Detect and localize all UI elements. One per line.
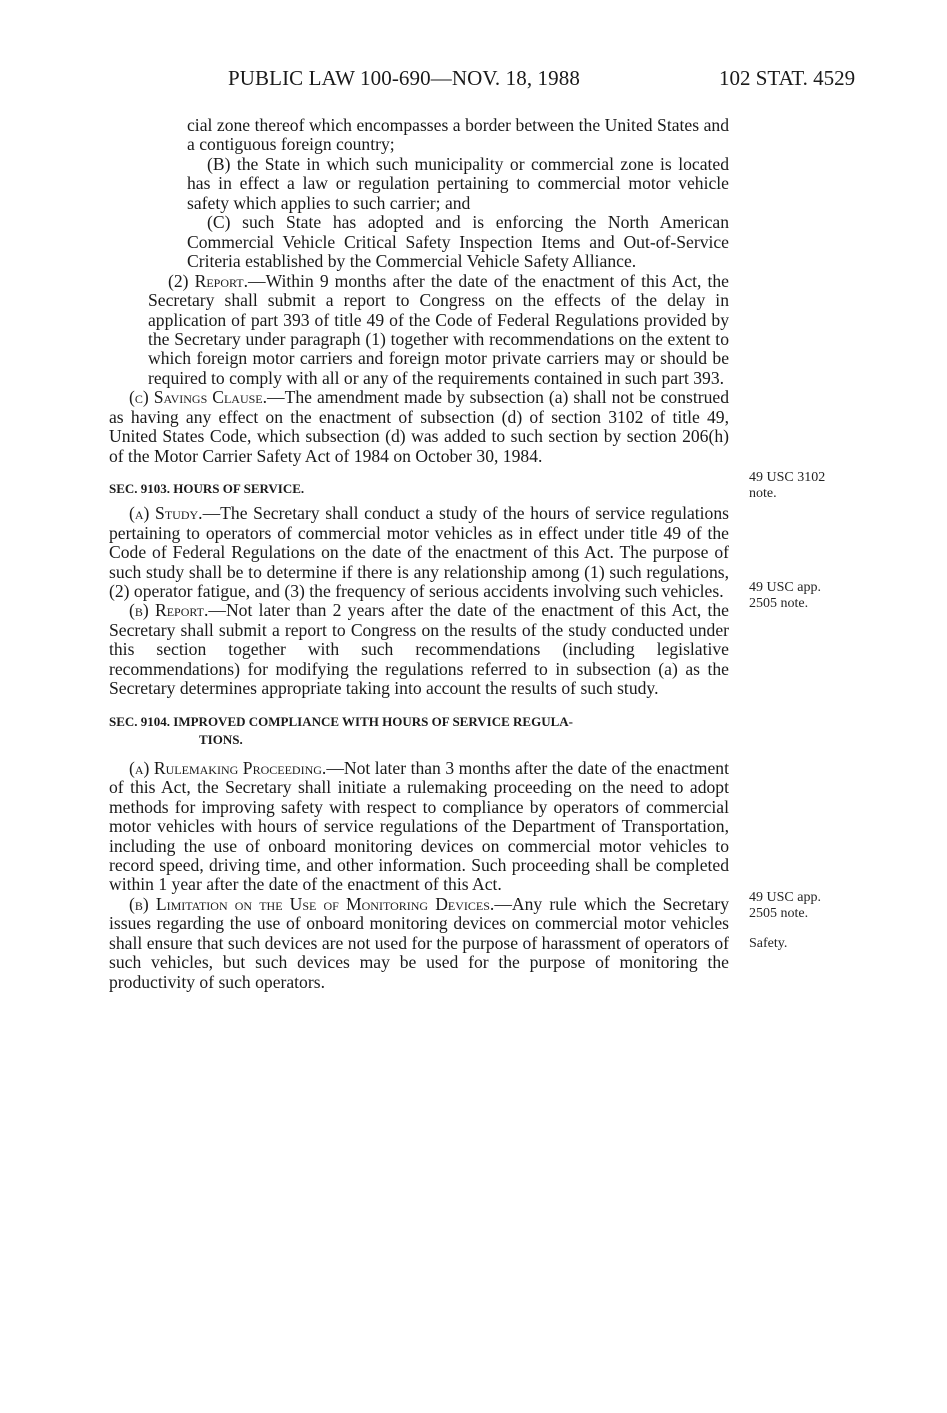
paragraph-continued: cial zone thereof which encompasses a border between the United States and a contiguous foreign country;	[187, 115, 729, 155]
paragraph-rulemaking: (a) Rulemaking Proceeding.—Not later than 3 months after the date of the enactment of this Act, the Secretary shall initiate a rulemaking proceeding on the need to adopt methods for improving safety with respect to compliance by operators of commercial motor vehicles with hours of service regulations of the Department of Transportation, including the use of onboard monitoring devices on commercial motor vehicles to record speed, driving time, and other information. Such proceeding shall be completed within 1 year after the date of the enactment of this Act.	[109, 757, 729, 895]
subheading-limitation: (b) Limitation on the Use of Monitoring Devices.	[129, 893, 495, 914]
subheading-report: (2) Report.	[168, 270, 248, 291]
subheading-study: (a) Study.	[129, 503, 203, 524]
paragraph-limitation: (b) Limitation on the Use of Monitoring Devices.—Any rule which the Secretary issues regarding the use of onboard monitoring devices on commercial motor vehicles shall ensure that such devices are not used for the purpose of harassment of operators of such vehicles, but such devices may be used for the purpose of monitoring the productivity of such operators.	[109, 893, 729, 992]
margin-note-49usc-app-2505-a: 49 USC app. 2505 note.	[749, 580, 821, 611]
margin-note-safety: Safety.	[749, 936, 788, 951]
paragraph-savings-clause: (c) Savings Clause.—The amendment made by subsection (a) shall not be construed as having any effect on the enactment of subsection (d) of section 3102 of title 49, United States Code, which subsection (d) was added to such section by section 206(h) of the Motor Carrier Safety Act of 1984 on October 30, 1984.	[109, 387, 730, 466]
subheading-savings-clause: (c) Savings Clause.	[129, 387, 268, 408]
running-header-title: PUBLIC LAW 100-690—NOV. 18, 1988	[228, 66, 580, 90]
paragraph-report-b: (b) Report.—Not later than 2 years after the date of the enactment of this Act, the Secretary shall submit a report to Congress on the results of the study conducted under this section together with such recommendations (including legislative recommendations) for modifying the regulations referred to in subsection (a) as the Secretary determines appropriate taking into account the results of such study.	[109, 600, 729, 699]
subheading-report-b: (b) Report.	[129, 600, 209, 621]
paragraph-c: (C) such State has adopted and is enforcing the North American Commercial Vehicle Critical Safety Inspection Items and Out-of-Service Criteria established by the Commercial Vehicle Safety Alliance.	[187, 212, 729, 272]
section-heading-9104: SEC. 9104. IMPROVED COMPLIANCE WITH HOURS OF SERVICE REGULA- TIONS.	[109, 713, 573, 747]
margin-note-49usc3102: 49 USC 3102 note.	[749, 470, 826, 501]
subheading-rulemaking: (a) Rulemaking Proceeding.	[129, 757, 327, 778]
section-heading-9103: SEC. 9103. HOURS OF SERVICE.	[109, 481, 305, 497]
body-text	[109, 116, 729, 992]
paragraph-study: (a) Study.—The Secretary shall conduct a study of the hours of service regulations pertaining to operators of commercial motor vehicles as in effect under title 49 of the Code of Federal Regulations on the date of the enactment of this Act. The purpose of such study shall be to determine if there is any relationship among (1) such regulations, (2) operator fatigue, and (3) the frequency of serious accidents involving such vehicles.	[109, 503, 729, 601]
margin-note-49usc-app-2505-b: 49 USC app. 2505 note.	[749, 890, 821, 921]
paragraph-b: (B) the State in which such municipality or commercial zone is located has in effect a law or regulation pertaining to commercial motor vehicle safety which applies to such carrier; and	[187, 153, 729, 213]
running-header-stat: 102 STAT. 4529	[719, 66, 856, 90]
paragraph-report-2: (2) Report.—Within 9 months after the date of the enactment of this Act, the Secretary shall submit a report to Congress on the effects of the delay in application of part 393 of title 49 of the Code of Federal Regulations provided by the Secretary under paragraph (1) together with recommendations on the extent to which foreign motor carriers and foreign motor private carriers may or should be required to comply with all or any of the requirements contained in such part 393.	[148, 270, 729, 388]
